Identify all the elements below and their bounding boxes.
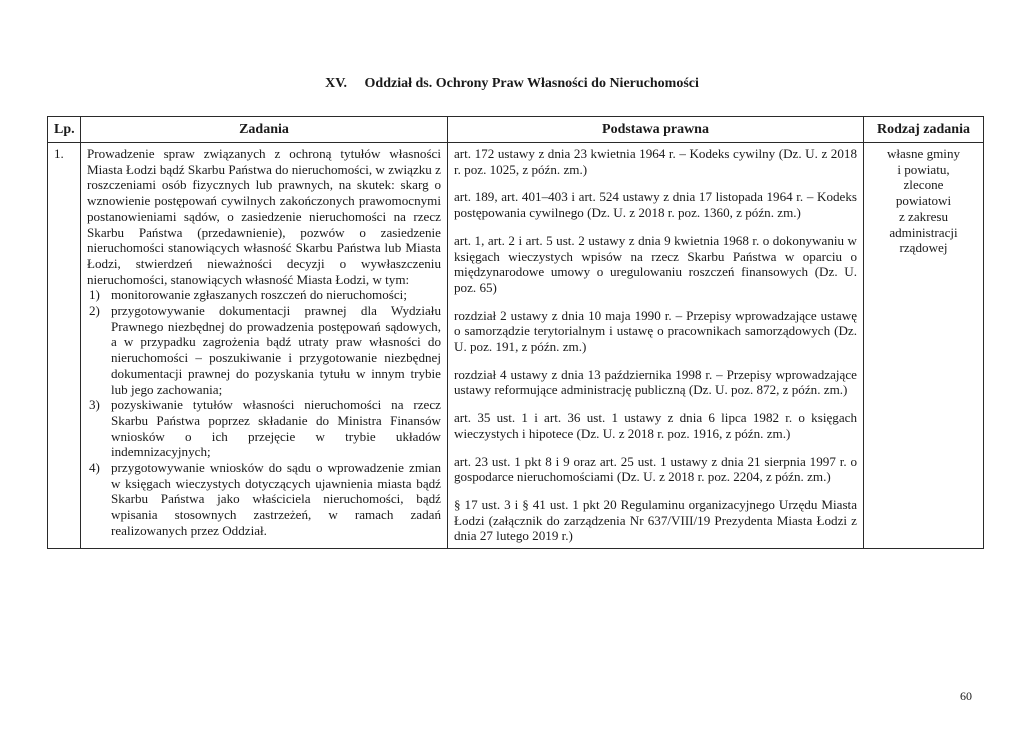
task-type-line: z zakresu — [898, 208, 949, 224]
task-list — [87, 287, 441, 538]
task-type-line: własne gminy — [886, 146, 961, 161]
legal-basis-cell — [448, 143, 864, 549]
column-header-task-type: Rodzaj zadania — [864, 117, 984, 143]
page-number: 60 — [960, 689, 972, 703]
legal-basis-entry: art. 189, art. 401–403 i art. 524 ustawy z dnia 17 listopada 1964 r. – Kodeks postępowania cywilnego (Dz. U. z 2018 r. poz. 1360, z późn. zm.) — [454, 189, 857, 221]
legal-basis-entry: art. 23 ust. 1 pkt 8 i 9 oraz art. 25 ust. 1 ustawy z dnia 21 sierpnia 1997 r. o gospodarce nieruchomościami (Dz. U. z 2018 r. poz. 2204, z późn. zm.) — [454, 453, 857, 485]
task-type-line: rządowej — [899, 240, 948, 256]
task-intro: Prowadzenie spraw związanych z ochroną tytułów własności Miasta Łodzi bądź Skarbu Państwa do nieruchomości, w związku z roszczeniami osób fizycznych lub prawnych, na skutek: skarg o wznowienie postępowań cywilnych zakończonych prawomocnymi postanowieniami sądów, o zasiedzenie nieruchomości na rzecz Skarbu Państwa (przedawnienie), pozwów o zasiedzenie nieruchomości stanowiących własność Skarbu Państwa lub Miasta Łodzi, stwierdzeń nieważności decyzji o wywłaszczeniu nieruchomości, stanowiących własność Miasta Łodzi, w tym: — [87, 146, 441, 287]
legal-basis-entry: rozdział 4 ustawy z dnia 13 października 1998 r. – Przepisy wprowadzające ustawy reformujące administrację publiczną (Dz. U. poz. 872, z późn. zm.) — [454, 366, 857, 398]
legal-basis-entry: art. 1, art. 2 i art. 5 ust. 2 ustawy z dnia 9 kwietnia 1968 r. o dokonywaniu w księgach wieczystych wpisów na rzecz Skarbu Państwa w oparciu o międzynarodowe umowy o uregulowaniu roszczeń finansowych (Dz. U. poz. 65) — [454, 232, 857, 295]
table-row — [48, 143, 984, 549]
table-header-row — [48, 117, 984, 143]
task-type-cell — [864, 143, 984, 549]
task-type-line: administracji — [889, 224, 958, 240]
legal-basis-entry: art. 172 ustawy z dnia 23 kwietnia 1964 r. – Kodeks cywilny (Dz. U. z 2018 r. poz. 1025, z późn. zm.) — [454, 146, 857, 177]
task-type-line: zlecone — [903, 177, 944, 193]
column-header-tasks: Zadania — [81, 117, 448, 143]
column-header-lp: Lp. — [48, 117, 81, 143]
task-item: 1) monitorowanie zgłaszanych roszczeń do nieruchomości; — [89, 287, 407, 303]
task-item: 2) przygotowywanie dokumentacji prawnej dla Wydziału Prawnego niezbędnej do prowadzenia postępowań sądowych, a w przypadku zagrożenia bądź utraty praw własności do nieruchomości – poszukiwanie i przygotowanie niezbędnej dokumentacji prawnej do pozyskania tytułu w innym trybie lub jego zachowania; — [89, 303, 441, 397]
section-title: Oddział ds. Ochrony Praw Własności do Nieruchomości — [364, 76, 699, 91]
task-type-line: powiatowi — [895, 193, 952, 209]
task-item: 4) przygotowywanie wniosków do sądu o wprowadzenie zmian w księgach wieczystych dotyczących ujawnienia miasta bądź Skarbu Państwa jako właściciela nieruchomości, bądź wpisania stosownych zastrzeżeń, w ramach zadań realizowanych przez Oddział. — [89, 460, 441, 538]
column-header-legal-basis: Podstawa prawna — [448, 117, 864, 143]
section-heading — [0, 76, 1024, 92]
tasks-cell — [81, 143, 448, 549]
legal-basis-entry: § 17 ust. 3 i § 41 ust. 1 pkt 20 Regulaminu organizacyjnego Urzędu Miasta Łodzi (załącznik do zarządzenia Nr 637/VIII/19 Prezydenta Miasta Łodzi z dnia 27 lutego 2019 r.) — [454, 496, 857, 544]
tasks-table — [47, 116, 984, 549]
task-type-line: i powiatu, — [897, 161, 950, 177]
section-number: XV. — [325, 76, 348, 91]
legal-basis-entry: rozdział 2 ustawy z dnia 10 maja 1990 r. – Przepisy wprowadzające ustawę o samorządzie terytorialnym i ustawę o pracownikach samorządowych (Dz. U. poz. 191, z późn. zm.) — [454, 307, 857, 355]
task-item: 3) pozyskiwanie tytułów własności nieruchomości na rzecz Skarbu Państwa poprzez składanie do Ministra Finansów wniosków o ich przejęcie w trybie układów indemnizacyjnych; — [89, 397, 441, 460]
row-number: 1. — [48, 143, 81, 549]
legal-basis-entry: art. 35 ust. 1 i art. 36 ust. 1 ustawy z dnia 6 lipca 1982 r. o księgach wieczystych i hipotece (Dz. U. z 2018 r. poz. 1916, z późn. zm.) — [454, 410, 857, 441]
